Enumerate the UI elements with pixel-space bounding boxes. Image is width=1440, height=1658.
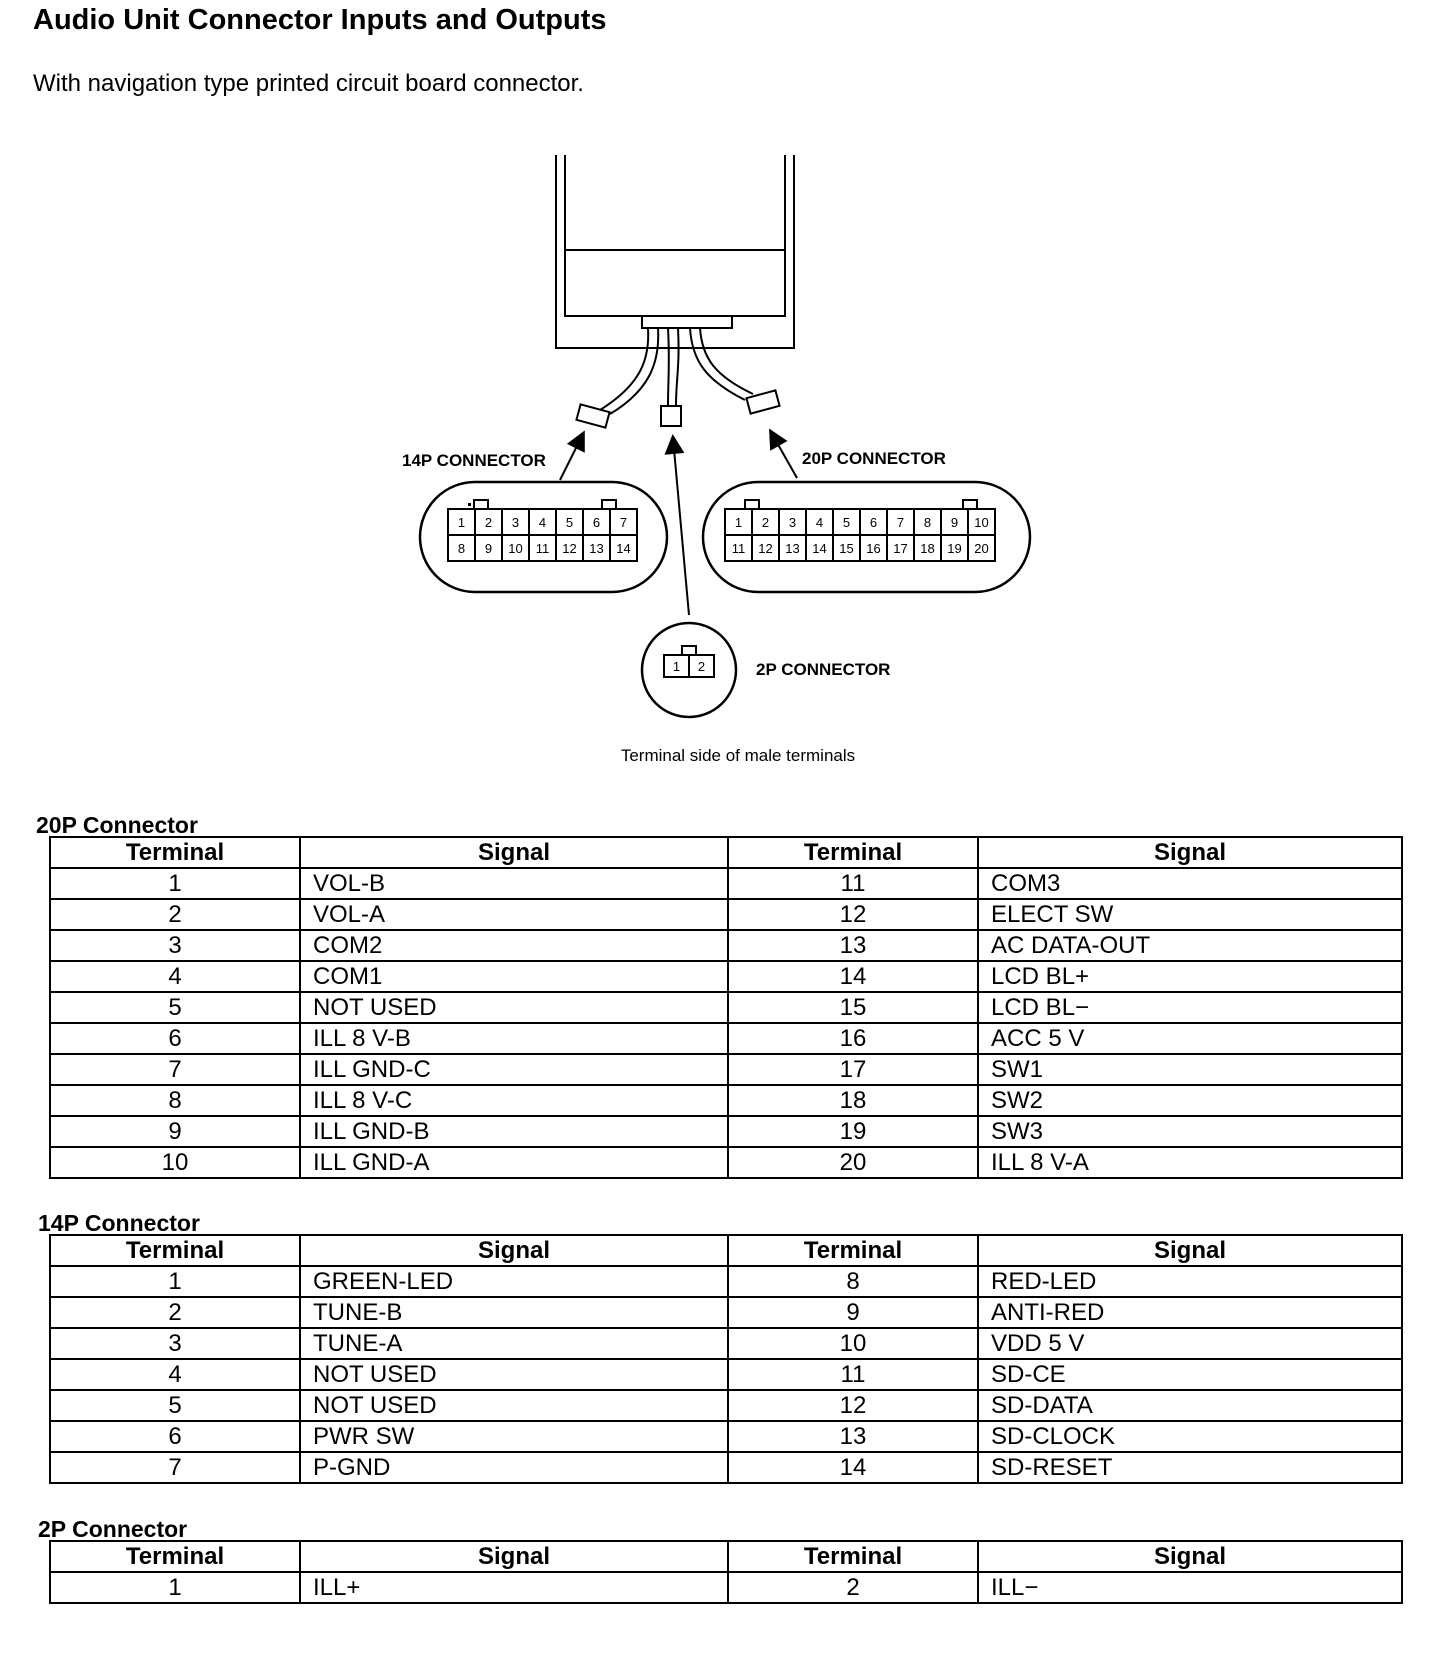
- terminal-cell: 19: [728, 1116, 978, 1147]
- signal-cell: ACC 5 V: [978, 1023, 1402, 1054]
- label-2p-connector: 2P CONNECTOR: [756, 660, 891, 679]
- signal-cell: SW1: [978, 1054, 1402, 1085]
- signal-cell: VOL-B: [300, 868, 728, 899]
- terminal-cell: 10: [50, 1147, 300, 1178]
- header-terminal: Terminal: [728, 1235, 978, 1266]
- signal-cell: VOL-A: [300, 899, 728, 930]
- signal-cell: ILL GND-B: [300, 1116, 728, 1147]
- connector-14p-pin-number: 3: [511, 515, 520, 530]
- connector-14p-pin-number: 2: [484, 515, 493, 530]
- connector-diagram: [0, 0, 1440, 780]
- terminal-cell: 2: [50, 1297, 300, 1328]
- signal-cell: LCD BL−: [978, 992, 1402, 1023]
- table-14p-connector: [49, 1234, 1403, 1484]
- label-14p-connector: 14P CONNECTOR: [402, 451, 546, 470]
- signal-cell: ILL 8 V-B: [300, 1023, 728, 1054]
- signal-cell: ILL GND-C: [300, 1054, 728, 1085]
- plug-heads: [576, 390, 779, 427]
- header-terminal: Terminal: [728, 837, 978, 868]
- connector-20p-pin-number: 4: [815, 515, 824, 530]
- connector-14p-pin-number: 6: [592, 515, 601, 530]
- connector-20p-pin-number: 12: [758, 541, 773, 556]
- connector-20p-pin-number: 18: [920, 541, 935, 556]
- connector-14p-pin-number: 5: [565, 515, 574, 530]
- connector-14p-pin-number: 7: [619, 515, 628, 530]
- signal-cell: SD-DATA: [978, 1390, 1402, 1421]
- table-header-row: [50, 837, 1402, 868]
- signal-cell: ELECT SW: [978, 899, 1402, 930]
- signal-cell: NOT USED: [300, 1390, 728, 1421]
- terminal-cell: 2: [50, 899, 300, 930]
- signal-cell: VDD 5 V: [978, 1328, 1402, 1359]
- terminal-cell: 5: [50, 1390, 300, 1421]
- connector-20p-face: [703, 482, 1030, 592]
- table-row: [50, 868, 1402, 899]
- signal-cell: GREEN-LED: [300, 1266, 728, 1297]
- connector-20p-pin-number: 17: [893, 541, 908, 556]
- table-2p-connector: [49, 1540, 1403, 1604]
- wire-harness: [600, 328, 753, 414]
- signal-cell: COM1: [300, 961, 728, 992]
- signal-cell: NOT USED: [300, 1359, 728, 1390]
- terminal-cell: 3: [50, 930, 300, 961]
- terminal-cell: 12: [728, 1390, 978, 1421]
- terminal-cell: 17: [728, 1054, 978, 1085]
- signal-cell: ILL−: [978, 1572, 1402, 1603]
- page-subtitle: With navigation type printed circuit board connector.: [33, 70, 584, 97]
- signal-cell: RED-LED: [978, 1266, 1402, 1297]
- connector-20p-pin-number: 13: [785, 541, 800, 556]
- connector-14p-pin-number: 11: [535, 541, 550, 556]
- terminal-cell: 5: [50, 992, 300, 1023]
- terminal-cell: 8: [728, 1266, 978, 1297]
- terminal-cell: 9: [728, 1297, 978, 1328]
- table-row: [50, 1054, 1402, 1085]
- connector-20p-pin-number: 16: [866, 541, 881, 556]
- connector-20p-pin-number: 1: [734, 515, 743, 530]
- table-row: [50, 1266, 1402, 1297]
- terminal-cell: 4: [50, 961, 300, 992]
- table-header-row: [50, 1541, 1402, 1572]
- table-row: [50, 961, 1402, 992]
- terminal-cell: 2: [728, 1572, 978, 1603]
- terminal-cell: 11: [728, 868, 978, 899]
- table-row: [50, 899, 1402, 930]
- terminal-cell: 4: [50, 1359, 300, 1390]
- table-header-row: [50, 1235, 1402, 1266]
- table-row: [50, 1085, 1402, 1116]
- table-row: [50, 1452, 1402, 1483]
- header-terminal: Terminal: [50, 1235, 300, 1266]
- header-signal: Signal: [300, 1541, 728, 1572]
- signal-cell: ILL 8 V-C: [300, 1085, 728, 1116]
- table-row: [50, 1421, 1402, 1452]
- signal-cell: TUNE-B: [300, 1297, 728, 1328]
- terminal-cell: 3: [50, 1328, 300, 1359]
- section-title-2p: 2P Connector: [38, 1516, 188, 1542]
- connector-20p-pin-number: 2: [761, 515, 770, 530]
- terminal-cell: 11: [728, 1359, 978, 1390]
- section-title-14p: 14P Connector: [38, 1210, 200, 1236]
- table-row: [50, 1297, 1402, 1328]
- signal-cell: SW3: [978, 1116, 1402, 1147]
- connector-2p-pin-number: 2: [697, 659, 706, 674]
- connector-14p-pin-number: 10: [508, 541, 523, 556]
- signal-cell: ILL 8 V-A: [978, 1147, 1402, 1178]
- header-signal: Signal: [978, 1541, 1402, 1572]
- terminal-cell: 20: [728, 1147, 978, 1178]
- terminal-cell: 1: [50, 868, 300, 899]
- header-signal: Signal: [978, 1235, 1402, 1266]
- terminal-cell: 7: [50, 1452, 300, 1483]
- header-terminal: Terminal: [50, 1541, 300, 1572]
- connector-14p-pin-number: 12: [562, 541, 577, 556]
- table-row: [50, 1390, 1402, 1421]
- signal-cell: ILL+: [300, 1572, 728, 1603]
- connector-20p-pin-number: 11: [731, 541, 746, 556]
- table-row: [50, 1359, 1402, 1390]
- connector-14p-face: [420, 482, 667, 592]
- label-20p-connector: 20P CONNECTOR: [802, 449, 946, 468]
- terminal-cell: 18: [728, 1085, 978, 1116]
- terminal-cell: 9: [50, 1116, 300, 1147]
- connector-20p-pin-number: 10: [974, 515, 989, 530]
- signal-cell: TUNE-A: [300, 1328, 728, 1359]
- terminal-cell: 14: [728, 1452, 978, 1483]
- connector-20p-pin-number: 7: [896, 515, 905, 530]
- terminal-cell: 14: [728, 961, 978, 992]
- signal-cell: LCD BL+: [978, 961, 1402, 992]
- terminal-cell: 16: [728, 1023, 978, 1054]
- signal-cell: COM3: [978, 868, 1402, 899]
- terminal-cell: 10: [728, 1328, 978, 1359]
- connector-14p-pin-number: 4: [538, 515, 547, 530]
- signal-cell: SD-RESET: [978, 1452, 1402, 1483]
- connector-20p-pin-number: 20: [974, 541, 989, 556]
- terminal-cell: 15: [728, 992, 978, 1023]
- signal-cell: AC DATA-OUT: [978, 930, 1402, 961]
- connector-20p-pin-number: 5: [842, 515, 851, 530]
- section-title-20p: 20P Connector: [36, 812, 198, 838]
- connector-20p-pin-number: 15: [839, 541, 854, 556]
- terminal-cell: 1: [50, 1572, 300, 1603]
- connector-20p-pin-number: 14: [812, 541, 827, 556]
- signal-cell: P-GND: [300, 1452, 728, 1483]
- signal-cell: PWR SW: [300, 1421, 728, 1452]
- connector-14p-pin-number: 9: [484, 541, 493, 556]
- table-row: [50, 1023, 1402, 1054]
- signal-cell: NOT USED: [300, 992, 728, 1023]
- table-20p-connector: [49, 836, 1403, 1179]
- connector-2p-pin-number: 1: [672, 659, 681, 674]
- connector-14p-pin-number: 8: [457, 541, 466, 556]
- table-row: [50, 1572, 1402, 1603]
- terminal-cell: 13: [728, 1421, 978, 1452]
- signal-cell: ANTI-RED: [978, 1297, 1402, 1328]
- page-title: Audio Unit Connector Inputs and Outputs: [33, 4, 607, 36]
- signal-cell: SW2: [978, 1085, 1402, 1116]
- terminal-cell: 8: [50, 1085, 300, 1116]
- terminal-cell: 1: [50, 1266, 300, 1297]
- signal-cell: COM2: [300, 930, 728, 961]
- connector-2p-face: [642, 623, 736, 717]
- header-signal: Signal: [978, 837, 1402, 868]
- connector-20p-pin-number: 6: [869, 515, 878, 530]
- connector-20p-pin-number: 3: [788, 515, 797, 530]
- table-row: [50, 930, 1402, 961]
- signal-cell: ILL GND-A: [300, 1147, 728, 1178]
- connector-14p-pin-number: 13: [589, 541, 604, 556]
- header-terminal: Terminal: [50, 837, 300, 868]
- table-row: [50, 1116, 1402, 1147]
- connector-20p-pin-number: 9: [950, 515, 959, 530]
- header-terminal: Terminal: [728, 1541, 978, 1572]
- terminal-cell: 13: [728, 930, 978, 961]
- header-signal: Signal: [300, 837, 728, 868]
- diagram-caption: Terminal side of male terminals: [620, 746, 856, 765]
- audio-unit-body: [556, 155, 794, 348]
- signal-cell: SD-CE: [978, 1359, 1402, 1390]
- connector-20p-pin-number: 19: [947, 541, 962, 556]
- signal-cell: SD-CLOCK: [978, 1421, 1402, 1452]
- table-row: [50, 1147, 1402, 1178]
- terminal-cell: 6: [50, 1023, 300, 1054]
- table-row: [50, 992, 1402, 1023]
- terminal-cell: 7: [50, 1054, 300, 1085]
- connector-20p-pin-number: 8: [923, 515, 932, 530]
- table-row: [50, 1328, 1402, 1359]
- header-signal: Signal: [300, 1235, 728, 1266]
- terminal-cell: 6: [50, 1421, 300, 1452]
- connector-14p-pin-number: 14: [616, 541, 631, 556]
- terminal-cell: 12: [728, 899, 978, 930]
- connector-14p-pin-number: 1: [457, 515, 466, 530]
